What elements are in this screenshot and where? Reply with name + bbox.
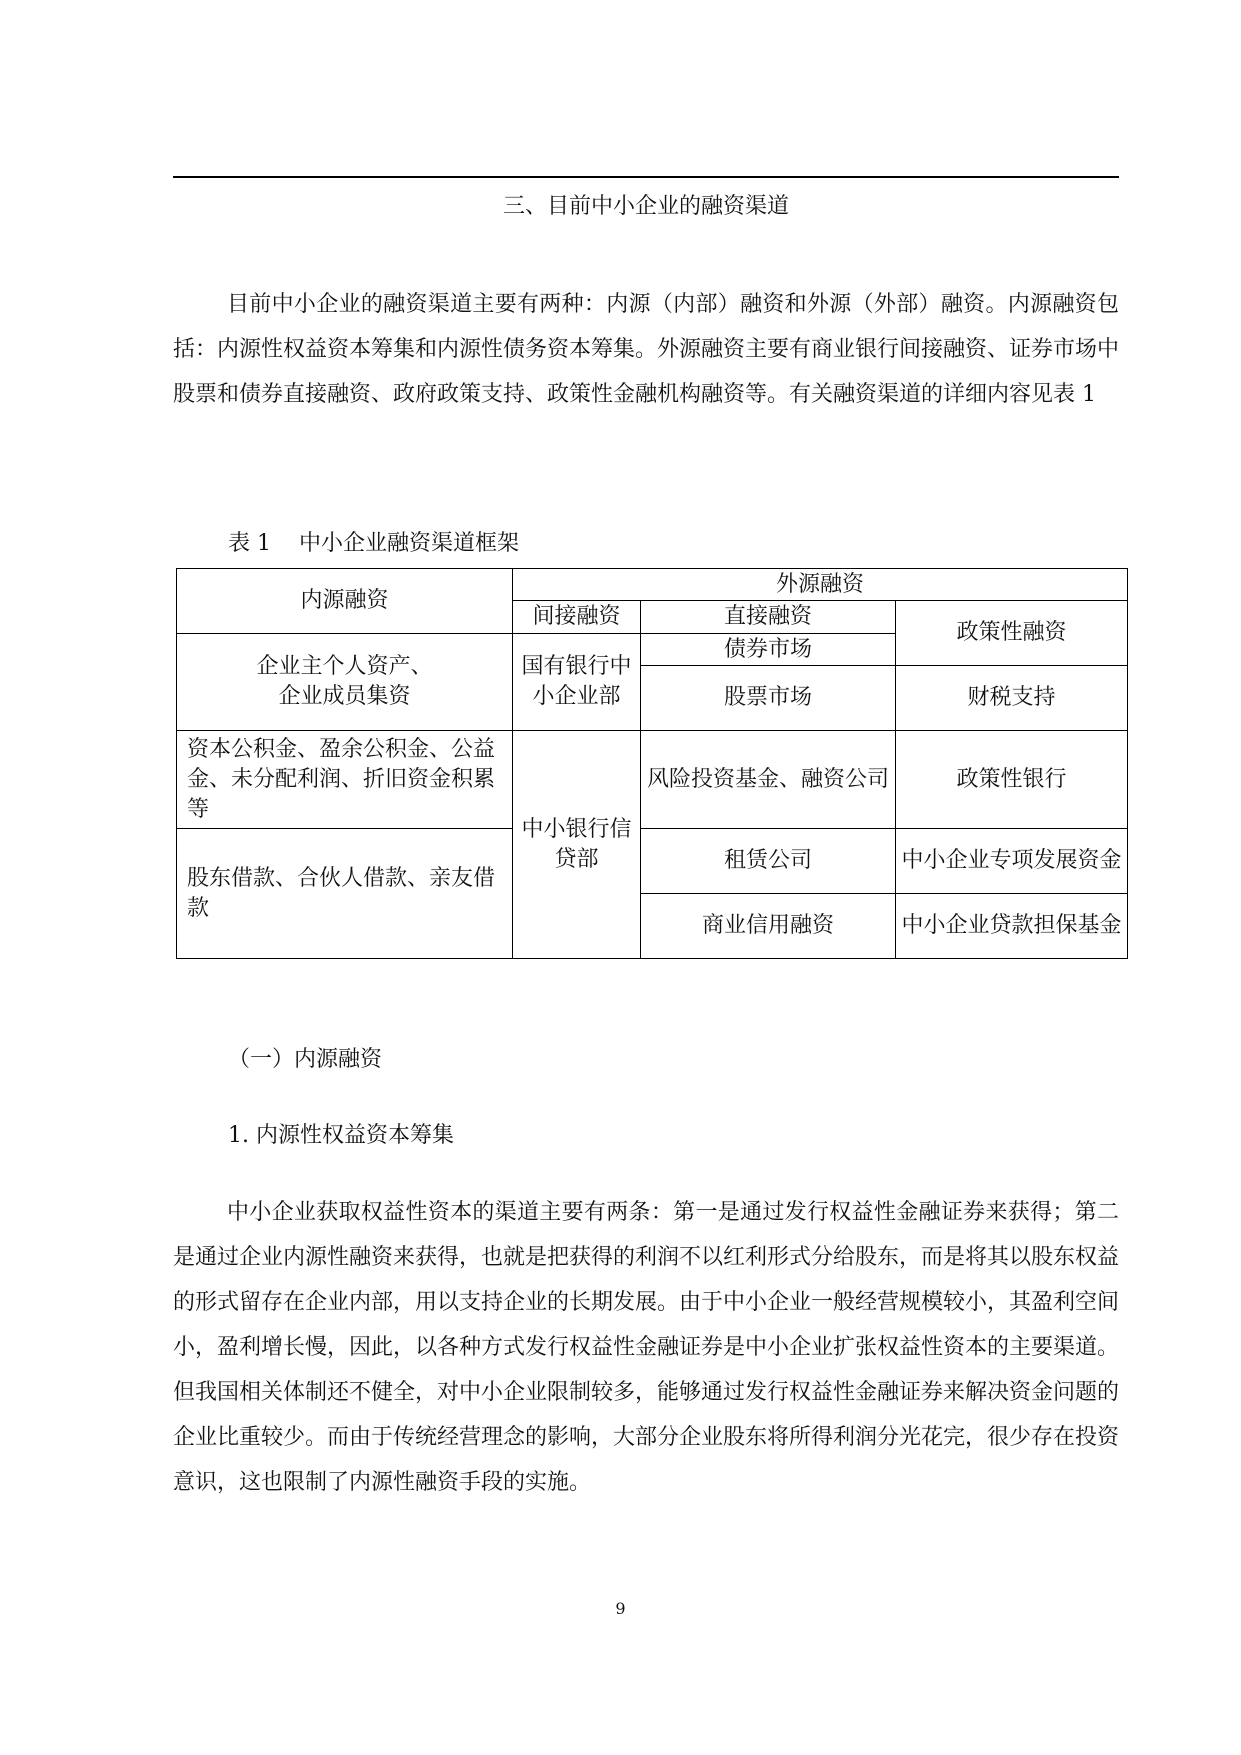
policy-cell-special-fund: 中小企业专项发展资金 — [896, 829, 1128, 894]
internal-cell-loans: 股东借款、合伙人借款、亲友借款 — [177, 829, 513, 959]
direct-financing-header: 直接融资 — [641, 601, 896, 634]
direct-cell-leasing: 租赁公司 — [641, 829, 896, 894]
internal-financing-header: 内源融资 — [177, 569, 513, 634]
policy-cell-fiscal-support: 财税支持 — [896, 666, 1128, 731]
indirect-cell-small-bank: 中小银行信贷部 — [513, 731, 641, 959]
financing-channels-table — [176, 568, 1128, 959]
intro-paragraph: 目前中小企业的融资渠道主要有两种：内源（内部）融资和外源（外部）融资。内源融资包括：内源性权益资本筹集和内源性债务资本筹集。外源融资主要有商业银行间接融资、证券市场中股票和债券直接融资、政府政策支持、政策性金融机构融资等。有关融资渠道的详细内容见表 1 — [173, 292, 1120, 407]
internal-cell-owner-assets: 企业主个人资产、 企业成员集资 — [177, 634, 513, 731]
indirect-cell-state-bank: 国有银行中小企业部 — [513, 634, 641, 731]
policy-cell-policy-bank: 政策性银行 — [896, 731, 1128, 829]
table-caption: 表 1 中小企业融资渠道框架 — [228, 531, 519, 556]
indirect-financing-header: 间接融资 — [513, 601, 641, 634]
direct-cell-stock-market: 股票市场 — [641, 666, 896, 731]
header-rule — [173, 176, 1119, 178]
external-financing-header: 外源融资 — [513, 569, 1128, 601]
section-heading: 三、目前中小企业的融资渠道 — [502, 194, 789, 219]
direct-cell-venture-capital: 风险投资基金、融资公司 — [641, 731, 896, 829]
policy-financing-header: 政策性融资 — [896, 601, 1128, 666]
direct-cell-bond-market: 债券市场 — [641, 634, 896, 666]
subheading-equity-capital: 1. 内源性权益资本筹集 — [228, 1123, 454, 1148]
internal-cell-reserves: 资本公积金、盈余公积金、公益金、未分配利润、折旧资金积累等 — [177, 731, 513, 829]
direct-cell-commercial-credit: 商业信用融资 — [641, 894, 896, 959]
body-paragraph: 中小企业获取权益性资本的渠道主要有两条：第一是通过发行权益性金融证券来获得；第二是通过企业内源性融资来获得，也就是把获得的利润不以红利形式分给股东，而是将其以股东权益的形式留存在企业内部，用以支持企业的长期发展。由于中小企业一般经营规模较小，其盈利空间小，盈利增长慢，因此，以各种方式发行权益性金融证券是中小企业扩张权益性资本的主要渠道。但我国相关体制还不健全，对中小企业限制较多，能够通过发行权益性金融证券来解决资金问题的企业比重较少。而由于传统经营理念的影响，大部分企业股东将所得利润分光花完，很少存在投资意识，这也限制了内源性融资手段的实施。 — [173, 1200, 1120, 1495]
page-number: 9 — [615, 1599, 626, 1618]
subheading-internal-financing: （一）内源融资 — [228, 1047, 383, 1072]
policy-cell-guarantee-fund: 中小企业贷款担保基金 — [896, 894, 1128, 959]
